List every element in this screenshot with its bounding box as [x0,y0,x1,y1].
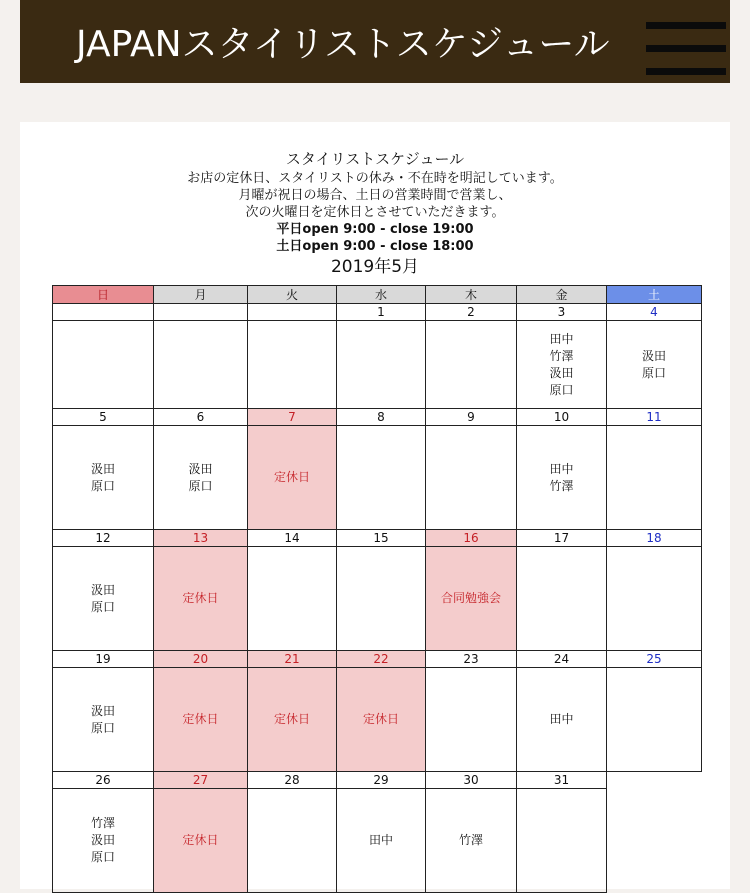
closed-day-label: 定休日 [182,833,219,847]
weekday-header: 日 [53,286,154,304]
stylist-name: 汲田 [90,582,115,597]
schedule-cell [337,321,426,409]
schedule-row [53,426,702,530]
schedule-cell [607,547,702,651]
date-number: 16 [426,530,517,547]
stylist-name: 汲田 [90,461,115,476]
weekday-header: 金 [517,286,607,304]
stylist-name: 原口 [641,365,666,380]
schedule-cell [248,321,337,409]
date-number [248,304,337,321]
weekday-header: 木 [426,286,517,304]
stylist-name: 汲田 [641,348,666,363]
date-number: 19 [53,651,154,668]
stylist-name: 汲田 [90,703,115,718]
schedule-title: スタイリストスケジュール [285,150,465,168]
date-number: 13 [154,530,248,547]
closed-day-label: 合同勉強会 [440,591,501,605]
date-number: 23 [426,651,517,668]
stylist-name: 原口 [188,478,213,493]
hamburger-menu-icon[interactable] [646,22,726,80]
schedule-cell [426,426,517,530]
date-number: 21 [248,651,337,668]
schedule-cell [154,426,248,530]
schedule-cell [248,789,337,893]
site-header [20,0,730,83]
date-number: 22 [337,651,426,668]
schedule-cell [337,426,426,530]
date-number: 27 [154,772,248,789]
date-number: 12 [53,530,154,547]
stylist-name: 竹澤 [458,833,483,847]
date-number: 9 [426,409,517,426]
stylist-name: 原口 [90,720,115,735]
weekday-header: 土 [607,286,702,304]
stylist-name: 汲田 [549,365,574,380]
weekday-header: 水 [337,286,426,304]
date-number-row [53,530,702,547]
date-number-row [53,304,702,321]
date-number: 3 [517,304,607,321]
date-number: 30 [426,772,517,789]
closed-day-label: 定休日 [273,470,310,484]
weekday-hours: 平日open 9:00 - close 19:00 [276,222,474,237]
schedule-cell [248,668,337,772]
stylist-name: 田中 [368,833,393,847]
date-number: 26 [53,772,154,789]
weekday-header-row [53,286,702,304]
schedule-cell [53,789,154,893]
schedule-cell [517,668,607,772]
date-number: 11 [607,409,702,426]
date-number: 31 [517,772,607,789]
weekday-header: 月 [154,286,248,304]
closed-day-label: 定休日 [362,712,399,726]
date-number: 5 [53,409,154,426]
closed-day-label: 定休日 [182,712,219,726]
site-title[interactable]: JAPANスタイリストスケジュール [76,24,610,65]
schedule-cell [154,547,248,651]
date-number: 14 [248,530,337,547]
date-number: 8 [337,409,426,426]
schedule-cell [154,321,248,409]
schedule-cell [426,547,517,651]
schedule-cell [426,668,517,772]
date-number-row [53,651,702,668]
schedule-card [20,122,730,889]
date-number: 17 [517,530,607,547]
schedule-cell [607,426,702,530]
schedule-cell [248,426,337,530]
stylist-name: 田中 [549,331,574,346]
date-number: 20 [154,651,248,668]
schedule-cell [517,426,607,530]
date-number: 24 [517,651,607,668]
stylist-name: 汲田 [188,461,213,476]
schedule-cell [53,426,154,530]
stylist-name: 原口 [90,478,115,493]
schedule-cell [426,321,517,409]
date-number-row [53,409,702,426]
schedule-cell [53,321,154,409]
stylist-name: 田中 [549,712,574,726]
closed-day-label: 定休日 [182,591,219,605]
schedule-cell [607,668,702,772]
date-number: 1 [337,304,426,321]
stylist-name: 原口 [90,599,115,614]
date-number: 2 [426,304,517,321]
date-number: 10 [517,409,607,426]
intro-line: 次の火曜日を定休日とさせていただきます。 [245,205,505,220]
schedule-row [53,668,702,772]
schedule-row [53,547,702,651]
intro-line: 月曜が祝日の場合、土日の営業時間で営業し、 [238,188,512,203]
date-number [607,772,702,789]
date-number-row [53,772,702,789]
date-number [53,304,154,321]
intro-line: お店の定休日、スタイリストの休み・不在時を明記しています。 [187,171,563,186]
stylist-name: 原口 [549,382,574,397]
schedule-cell [426,789,517,893]
date-number: 15 [337,530,426,547]
weekday-header: 火 [248,286,337,304]
date-number: 28 [248,772,337,789]
date-number [154,304,248,321]
stylist-name: 原口 [90,850,115,864]
weekend-hours: 土日open 9:00 - close 18:00 [276,239,474,254]
stylist-name: 竹澤 [90,816,115,830]
schedule-cell [53,668,154,772]
schedule-cell [248,547,337,651]
schedule-row [53,321,702,409]
schedule-cell [517,547,607,651]
schedule-calendar [52,285,702,893]
schedule-cell [337,668,426,772]
schedule-cell [337,547,426,651]
schedule-cell [607,789,702,893]
date-number: 4 [607,304,702,321]
schedule-row [53,789,702,893]
stylist-name: 田中 [549,461,574,476]
schedule-intro [20,149,730,278]
stylist-name: 竹澤 [549,348,574,363]
stylist-name: 汲田 [90,833,115,847]
date-number: 18 [607,530,702,547]
stylist-name: 竹澤 [549,478,574,493]
schedule-cell [154,789,248,893]
schedule-cell [154,668,248,772]
date-number: 25 [607,651,702,668]
date-number: 7 [248,409,337,426]
schedule-cell [517,789,607,893]
schedule-cell [337,789,426,893]
date-number: 6 [154,409,248,426]
closed-day-label: 定休日 [273,712,310,726]
date-number: 29 [337,772,426,789]
schedule-cell [517,321,607,409]
month-label: 2019年5月 [330,257,420,277]
schedule-cell [607,321,702,409]
schedule-cell [53,547,154,651]
